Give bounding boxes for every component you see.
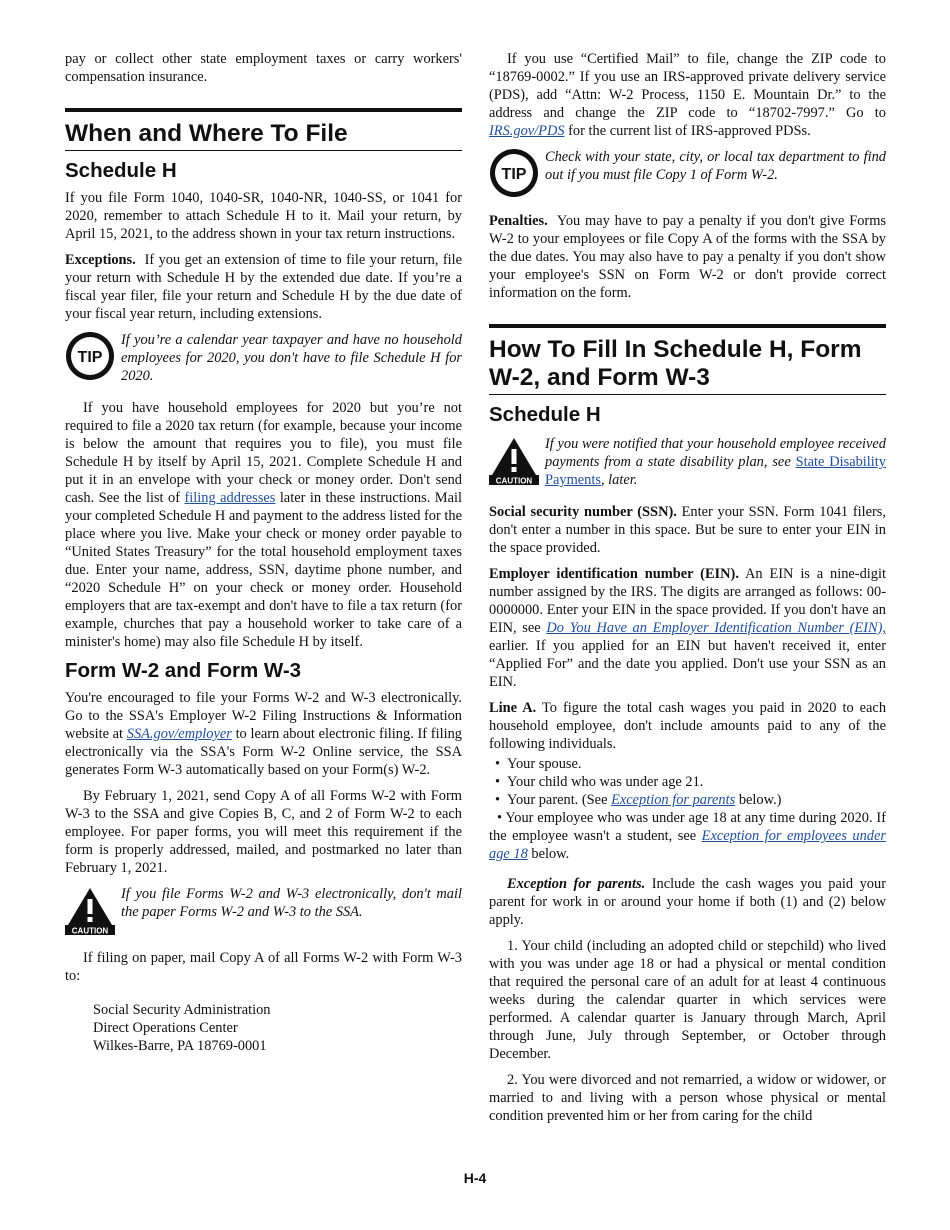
tip-icon-text: TIP [77, 349, 103, 366]
exception-parents-link[interactable]: Exception for parents [611, 792, 736, 808]
tip-text: If you’re a calendar year taxpayer and have no household employees for 2020, you don't have to file Schedule H for 2020. [121, 332, 462, 384]
deadline-paragraph: By February 1, 2021, send Copy A of all Forms W-2 with Form W-3 to the SSA and give Copies B, C, and 2 of Form W-2 to each employee. For paper forms, you will meet this requirement if the form is properly addressed, mailed, and postmarked no later than February 1, 2021. [65, 788, 462, 876]
address-line-1: Social Security Administration [93, 1002, 271, 1018]
penalties-paragraph: Penalties. You may have to pay a penalty if you don't give Forms W-2 to your employees or file Copy A of the forms with the SSA by the due dates. You may also have to pay a penalty if you don't show your employee's SSN on Form W-2 or don't provide correct information on the form. [489, 213, 886, 301]
condition-2-paragraph: 2. You were divorced and not remarried, a widow or widower, or married to and living with a person whose physical or mental condition prevented him or her from caring for the child [489, 1072, 886, 1124]
tip-note [65, 331, 462, 385]
caution-icon-text: CAUTION [495, 476, 533, 485]
right-column [489, 50, 886, 1133]
w2-w3-heading: Form W-2 and Form W-3 [65, 659, 302, 682]
caution-text: If you file Forms W-2 and W-3 electronically, don't mail the paper Forms W-2 and W-3 to the SSA. [121, 886, 462, 920]
ssa-employer-link[interactable]: SSA.gov/employer [126, 726, 232, 742]
ssn-paragraph: Social security number (SSN). Enter your SSN. Form 1041 filers, don't enter a number in this space. But be sure to enter your EIN in the space provided. [489, 504, 886, 556]
caution-icon [65, 885, 115, 935]
left-column [65, 50, 462, 1055]
caution-note-2 [489, 435, 886, 489]
tip-text-2: Check with your state, city, or local tax department to find out if you must file Copy 1 of Form W-2. [545, 149, 886, 183]
filing-addresses-link[interactable]: filing addresses [184, 490, 276, 506]
condition-1-paragraph: 1. Your child (including an adopted child or stepchild) who lived with you was under age 18 or had a physical or mental condition that required the personal care of an adult for at least 4 continuous weeks during the calendar quarter in which services were performed. A calendar quarter is January through March, April through June, July through September, or October through December. [489, 938, 886, 1062]
list-item: • Your child who was under age 21. [489, 773, 886, 791]
schedule-h-paragraph: If you file Form 1040, 1040-SR, 1040-NR, 1040-SS, or 1041 for 2020, remember to attach Schedule H to it. Mail your return, by April 15, 2021, to the address shown in your tax return instructions. [65, 190, 462, 242]
caution-text-2: If you were notified that your household employee received payments from a state disability plan, see State Disability Payments, later. [545, 436, 886, 488]
line-a-label: Line A. [489, 700, 537, 716]
schedule-h-heading: Schedule H [65, 159, 177, 182]
intro-paragraph: pay or collect other state employment taxes or carry workers' compensation insurance. [65, 51, 462, 85]
exceptions-paragraph: Exceptions. If you get an extension of time to file your return, file your return with Schedule H by the extended due date. If you’re a fiscal year filer, file your return and Schedule H by the due date of your fiscal year return, including extensions. [65, 252, 462, 322]
ein-link[interactable]: Do You Have an Employer Identification Number (EIN), [546, 620, 886, 636]
line-a-paragraph: Line A. To figure the total cash wages you paid in 2020 to each household employee, don't include amounts paid to any of the following individuals. [489, 700, 887, 752]
caution-note [65, 885, 462, 935]
caution-icon-text: CAUTION [71, 926, 109, 935]
ein-paragraph: Employer identification number (EIN). An EIN is a nine-digit number assigned by the IRS. The digits are arranged as follows: 00-0000000. Enter your EIN in the space provided. If you don't have an EIN, see Do You Have an Employer Identification Number (EIN), earlier. If you applied for an EIN but haven't received it, enter “Applied For” and the date you applied. Don't use your SSN as an EIN. [489, 566, 886, 690]
exception-employees-link[interactable]: Exception for employees under age 18 [489, 828, 886, 862]
address-line-3: Wilkes-Barre, PA 18769-0001 [93, 1038, 267, 1054]
list-item: • Your employee who was under age 18 at any time during 2020. If the employee wasn't a student, see Exception for employees under age 18 below. [489, 810, 886, 862]
tip-note-2 [489, 148, 886, 198]
schedule-h-heading-2: Schedule H [489, 403, 601, 426]
address-line-2: Direct Operations Center [93, 1020, 238, 1036]
list-item: • Your spouse. [489, 755, 886, 773]
exceptions-label: Exceptions. [65, 252, 136, 268]
page-number: H-4 [463, 1170, 487, 1186]
exception-parents-label: Exception for parents. [507, 876, 646, 892]
ssa-address [93, 1001, 462, 1055]
caution-icon [489, 435, 539, 485]
excluded-individuals-list [489, 755, 886, 809]
section-title-how-to-fill: How To Fill In Schedule H, Form W-2, and Form W-3 [489, 324, 886, 395]
tip-icon [489, 148, 539, 198]
tip-icon-text: TIP [501, 166, 527, 183]
household-employees-paragraph: If you have household employees for 2020 but you’re not required to file a 2020 tax return (for example, because your income is below the amount that requires you to file), you must file Schedule H by itself by April 15, 2021. Complete Schedule H and put it in an envelope with your check or money order. Don't send cash. See the list of filing addresses later in these instructions. Mail your completed Schedule H and payment to the address listed for the place where you live. Make your check or money order payable to “United States Treasury” for the total household employment taxes due. Enter your name, address, SSN, daytime phone number, and “2020 Schedule H” on your check or money order. Household employers that are tax-exempt and don't have to file a tax return (for example, churches that pay a household worker to take care of a minister's home) may also file Schedule H by itself. [65, 400, 462, 650]
paper-filing-paragraph: If filing on paper, mail Copy A of all Forms W-2 with Form W-3 to: [65, 950, 462, 984]
irs-pds-link[interactable]: IRS.gov/PDS [489, 123, 565, 139]
ein-label: Employer identification number (EIN). [489, 566, 739, 582]
certified-mail-paragraph: If you use “Certified Mail” to file, change the ZIP code to “18769-0002.” If you use an IRS-approved private delivery service (PDS), add “Attn: W-2 Process, 1150 E. Mountain Dr.” to the address and change the ZIP code to “18702-7997.” Go to IRS.gov/PDS for the current list of IRS-approved PDSs. [489, 51, 886, 139]
ssn-label: Social security number (SSN). [489, 504, 677, 520]
state-disability-link[interactable]: State Disability Payments [545, 454, 886, 488]
exception-parents-paragraph: Exception for parents. Include the cash wages you paid your parent for work in or around your home if both (1) and (2) below apply. [489, 876, 886, 928]
penalties-label: Penalties. [489, 213, 548, 229]
electronic-filing-paragraph: You're encouraged to file your Forms W-2 and W-3 electronically. Go to the SSA's Employer W-2 Filing Instructions & Information website at SSA.gov/employer to learn about electronic filing. If filing electronically via the SSA's Form W-2 Online service, the SSA generates Form W-3 automatically based on your Form(s) W-2. [65, 690, 462, 778]
list-item: • Your parent. (See Exception for parents below.) [489, 791, 886, 809]
tip-icon [65, 331, 115, 381]
section-title-when-where: When and Where To File [65, 108, 462, 151]
